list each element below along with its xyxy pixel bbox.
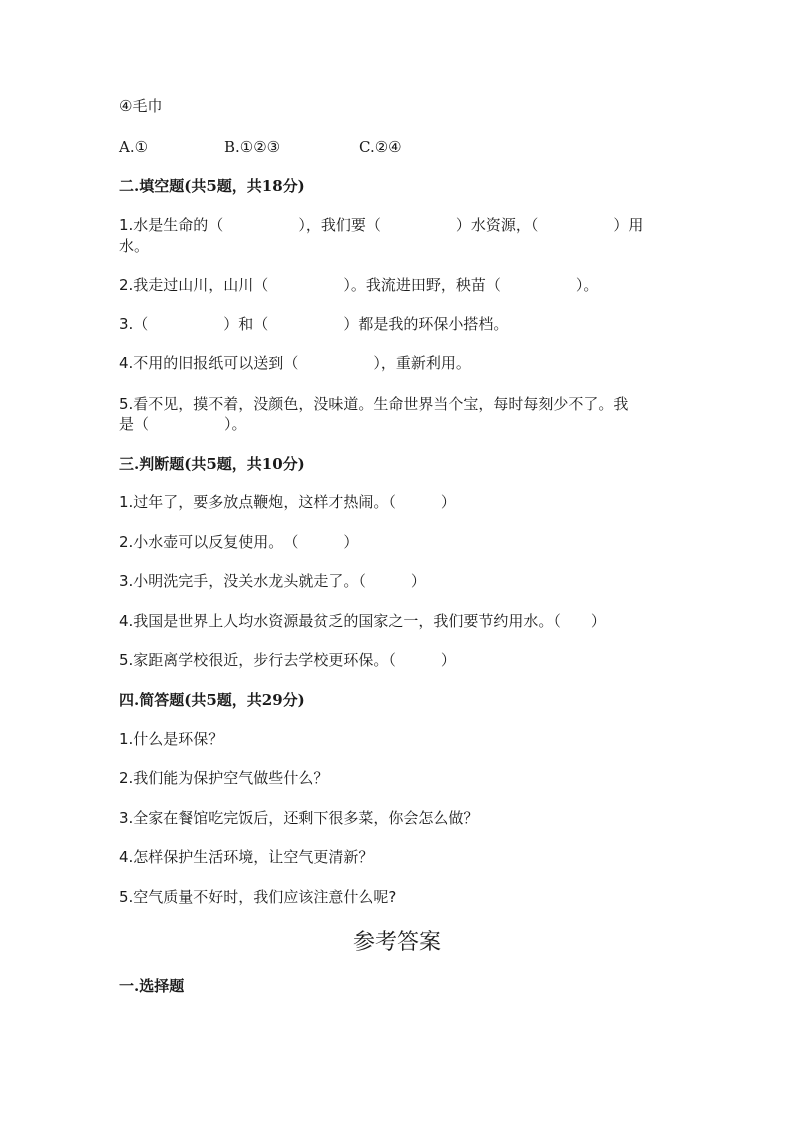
short-answer-q5: 5.空气质量不好时，我们应该注意什么呢? (119, 888, 397, 906)
short-answer-heading: 四.简答题(共5题，共29分) (119, 691, 305, 709)
judge-q2: 2.小水壶可以反复使用。 （ ） (119, 533, 359, 551)
fill-blank-q1-line1: 1.水是生命的（ ），我们要（ ）水资源，（ ）用 (119, 216, 644, 234)
short-answer-q1: 1.什么是环保？ (119, 730, 224, 748)
fill-blank-q1-line2: 水。 (119, 237, 150, 255)
judge-heading: 三.判断题(共5题，共10分) (119, 455, 305, 473)
judge-q4: 4.我国是世界上人均水资源最贫乏的国家之一，我们要节约用水。（ ） (119, 612, 606, 630)
fill-blank-q5-line1: 5.看不见，摸不着，没颜色，没味道。生命世界当个宝，每时每刻少不了。我 (119, 395, 629, 413)
choice-item-4: ④毛巾 (119, 97, 163, 115)
judge-q1: 1.过年了，要多放点鞭炮，这样才热闹。（ ） (119, 493, 456, 511)
fill-blank-q5-line2: 是（ ）。 (119, 415, 247, 433)
fill-blank-q4: 4.不用的旧报纸可以送到（ ），重新利用。 (119, 354, 471, 372)
fill-blank-q2: 2.我走过山川，山川（ ）。我流进田野，秧苗（ ）。 (119, 276, 599, 294)
option-b: B.①②③ (224, 138, 281, 156)
fill-blank-heading: 二.填空题(共5题，共18分) (119, 177, 305, 195)
judge-q3: 3.小明洗完手，没关水龙头就走了。（ ） (119, 572, 426, 590)
option-a: A.① (119, 138, 149, 156)
option-c: C.②④ (359, 138, 402, 156)
answers-title: 参考答案 (352, 930, 441, 955)
short-answer-q4: 4.怎样保护生活环境，让空气更清新？ (119, 848, 374, 866)
fill-blank-q3: 3.（ ）和（ ）都是我的环保小搭档。 (119, 315, 509, 333)
judge-q5: 5.家距离学校很近，步行去学校更环保。（ ） (119, 651, 456, 669)
short-answer-q3: 3.全家在餐馆吃完饭后，还剩下很多菜，你会怎么做？ (119, 809, 479, 827)
short-answer-q2: 2.我们能为保护空气做些什么？ (119, 769, 329, 787)
answers-section-1-heading: 一.选择题 (119, 977, 185, 995)
